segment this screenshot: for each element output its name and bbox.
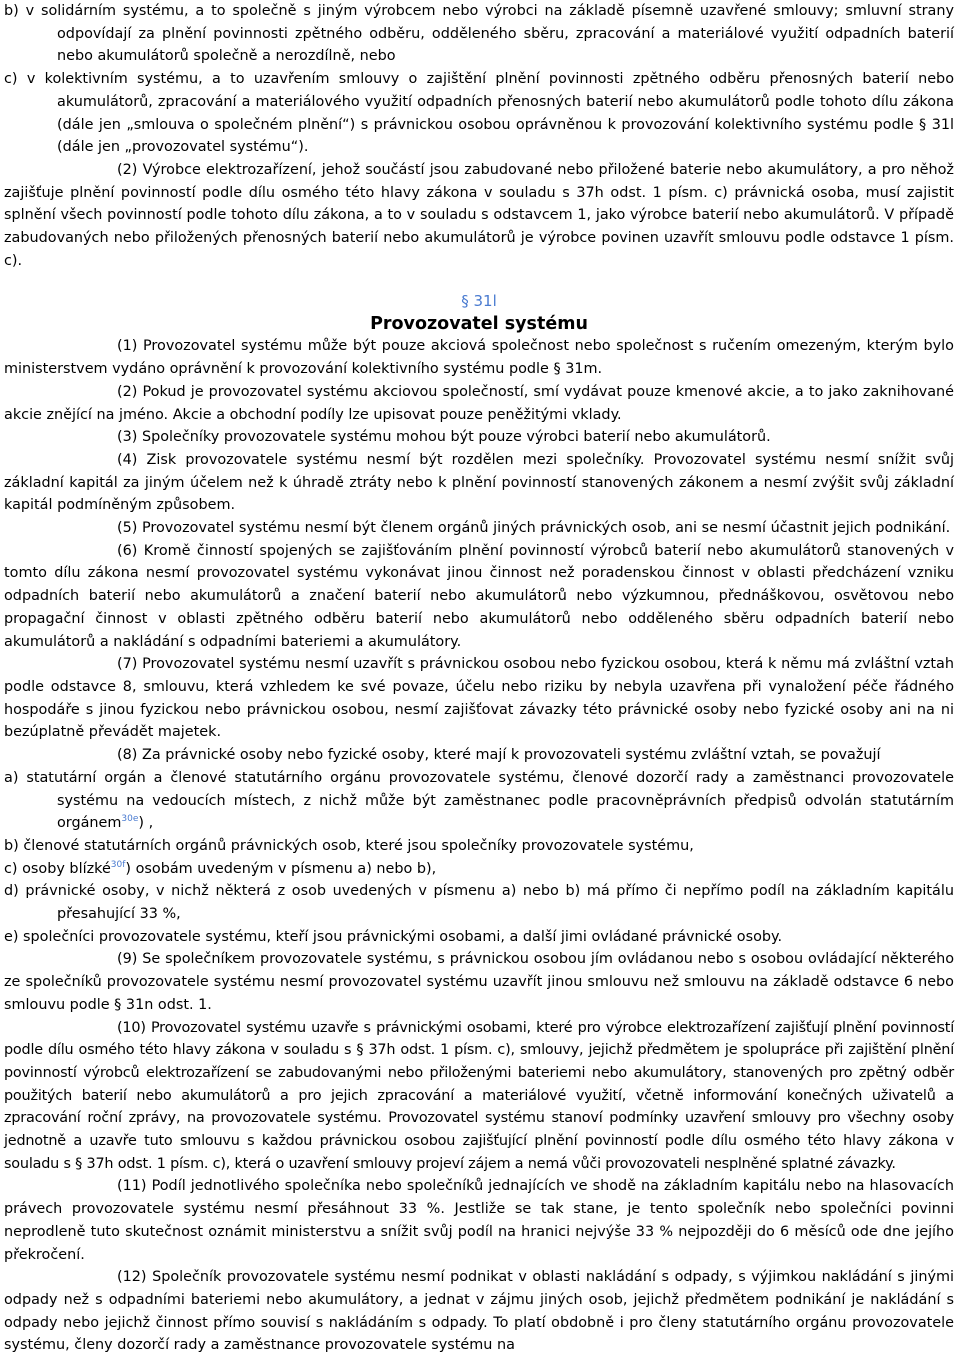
paragraph-11: (11) Podíl jednotlivého společníka nebo společníků jednajících ve shodě na základním kapitálu nebo na hlasovacích právech provozovatele systému nesmí přesáhnout 33 %. Jestliže se tak stane, je tento společník nebo společníci povinni neprodleně tuto skutečnost oznámit ministerstvu a snížit svůj podíl na hranici nejvýše 33 % nejpozději do 6 měsíců ode dne jejího překročení.	[4, 1178, 954, 1263]
item-8a-text: a) statutární orgán a členové statutárního orgánu provozovatele systému, členové dozorčí rady a zaměstnanci provozovatele systému na vedoucích místech, z nichž může být zaměstnanec podle pracovněprávních předpisů odvolán statutárním orgánem	[4, 769, 954, 832]
paragraph-10: (10) Provozovatel systému uzavře s právnickými osobami, které pro výrobce elektrozařízení zajišťují plnění povinností podle dílu osmého této hlavy zákona v souladu s § 37h odst. 1 písm. c), smlouvy, jejichž předmětem je spolupráce při zajištění plnění povinností výrobců elektrozařízení se zabudovanými nebo přiloženými bateriemi nebo akumulátory, stanovených pro zpětný odběr použitých baterií nebo akumulátorů a pro jejich zpracování a materiálové využití, včetně informování konečných uživatelů a zpracování roční zprávy, na provozovatele systému. Provozovatel systému stanoví podmínky uzavření smlouvy pro všechny osoby jednotně a uzavře tuto smlouvu s každou právnickou osobou zajišťující plnění povinností podle dílu osmého této hlavy zákona v souladu s § 37h odst. 1 písm. c), která o uzavření smlouvy projeví zájem a nemá vůči provozovateli nesplněné splatné závazky.	[4, 1019, 954, 1172]
paragraph-4: (4) Zisk provozovatele systému nesmí být rozdělen mezi společníky. Provozovatel systému nesmí snížit svůj základní kapitál za jiným účelem než k úhradě ztráty nebo k plnění povinností stanovených zákonem a nesmí zvýšit svůj základní kapitál podmíněným způsobem.	[4, 451, 954, 514]
footnote-ref-30e[interactable]: 30e	[121, 814, 139, 825]
section-heading	[4, 290, 954, 335]
paragraph-3: (3) Společníky provozovatele systému mohou být pouze výrobci baterií nebo akumulátorů.	[117, 429, 771, 446]
section-number: § 31l	[461, 292, 497, 311]
item-8e: e) společníci provozovatele systému, kteří jsou právnickými osobami, a další jimi ovládané právnické osoby.	[4, 928, 783, 945]
item-8b: b) členové statutárních orgánů právnických osob, které jsou společníky provozovatele systému,	[4, 837, 694, 854]
item-b-solidarity-system: b) v solidárním systému, a to společně s jiným výrobcem nebo výrobci na základě písemně uzavřené smlouvy; smluvní strany odpovídají za plnění povinnosti zpětného odběru, odděleného sběru, zpracování a materiálové využití odpadních baterií nebo akumulátorů společně a nerozdílně, nebo	[4, 3, 954, 65]
paragraph-2: (2) Pokud je provozovatel systému akciovou společností, smí vydávat pouze kmenové akcie, a to jako zaknihované akcie znějící na jméno. Akcie a obchodní podíly lze upisovat pouze peněžitými vklady.	[4, 383, 954, 423]
paragraph-7: (7) Provozovatel systému nesmí uzavřít s právnickou osobou nebo fyzickou osobou, která k němu má zvláštní vztah podle odstavce 8, smlouvu, která vzhledem ke své povaze, účelu nebo riziku by nebyla uzavřena při vynaložení péče řádného hospodáře s jinou fyzickou nebo právnickou osobou, nesmí zajišťovat závazky této právnické osoby nebo fyzické osoby ani na ni bezúplatně převádět majetek.	[4, 656, 954, 741]
footnote-ref-30f[interactable]: 30f	[110, 859, 126, 870]
item-8a	[4, 767, 954, 835]
item-8c-end: ) osobám uvedeným v písmenu a) nebo b),	[125, 860, 437, 877]
paragraph-8: (8) Za právnické osoby nebo fyzické osoby, které mají k provozovateli systému zvláštní vztah, se považují	[117, 747, 881, 764]
item-8c	[4, 858, 954, 881]
item-c-collective-system: c) v kolektivním systému, a to uzavřením smlouvy o zajištění plnění povinnosti zpětného odběru přenosných baterií nebo akumulátorů, zpracování a materiálového využití odpadních přenosných baterií nebo akumulátorů podle tohoto dílu zákona (dále jen „smlouva o společném plnění“) s právnickou osobou oprávněnou k provozování kolektivního systému podle § 31l (dále jen „provozovatel systému“).	[4, 71, 954, 156]
item-8a-end: ) ,	[138, 815, 154, 832]
section-title: Provozovatel systému	[370, 314, 588, 335]
paragraph-2-electronics-producer: (2) Výrobce elektrozařízení, jehož součástí jsou zabudované nebo přiložené baterie nebo akumulátory, a pro něhož zajišťuje plnění povinností podle dílu osmého této hlavy zákona v souladu s 37h odst. 1 písm. c) právnická osoba, musí zajistit splnění všech povinností podle tohoto dílu zákona, a to v souladu s odstavcem 1, jako výrobce baterií nebo akumulátorů. V případě zabudovaných nebo přiložených přenosných baterií nebo akumulátorů je výrobce povinen uzavřít smlouvu podle odstavce 1 písm. c).	[4, 161, 954, 269]
paragraph-6: (6) Kromě činností spojených se zajišťováním plnění povinností výrobců baterií nebo akumulátorů stanovených v tomto dílu zákona nesmí provozovatel systému vykonávat jinou činnost než poradenskou činnost v oblasti předcházení vzniku odpadních baterií nebo akumulátorů a značení baterií nebo akumulátorů nebo výzkumnou, přednáškovou, osvětovou nebo propagační činnost v oblasti zpětného odběru baterií nebo akumulátorů nebo odděleného sběru odpadních baterií nebo akumulátorů a nakládání s odpadními bateriemi a akumulátory.	[4, 542, 954, 650]
item-8c-text: c) osoby blízké	[4, 860, 111, 877]
paragraph-9: (9) Se společníkem provozovatele systému, s právnickou osobou jím ovládanou nebo s osobou ovládající některého ze společníků provozovatele systému nesmí provozovatel systému uzavřít jinou smlouvu než smlouvu na základě odstavce 6 nebo smlouvu podle § 31n odst. 1.	[4, 951, 954, 1013]
paragraph-12: (12) Společník provozovatele systému nesmí podnikat v oblasti nakládání s odpady, s výjimkou nakládání s jinými odpady než s odpadními bateriemi nebo akumulátory, a jednat v zájmu jiných osob, jejichž předmětem podnikání je nakládání s odpady nebo jejichž činnost přímo souvisí s nakládáním s odpady. To platí obdobně i pro členy statutárního orgánu provozovatele systému, členy dozorčí rady a zaměstnance provozovatele systému na	[4, 1269, 954, 1354]
paragraph-5: (5) Provozovatel systému nesmí být členem orgánů jiných právnických osob, ani se nesmí účastnit jejich podnikání.	[117, 520, 951, 537]
item-8d: d) právnické osoby, v nichž některá z osob uvedených v písmenu a) nebo b) má přímo či nepřímo podíl na základním kapitálu přesahující 33 %,	[4, 883, 954, 923]
paragraph-1: (1) Provozovatel systému může být pouze akciová společnost nebo společnost s ručením omezeným, kterým bylo ministerstvem vydáno oprávnění k provozování kolektivního systému podle § 31m.	[4, 338, 954, 378]
